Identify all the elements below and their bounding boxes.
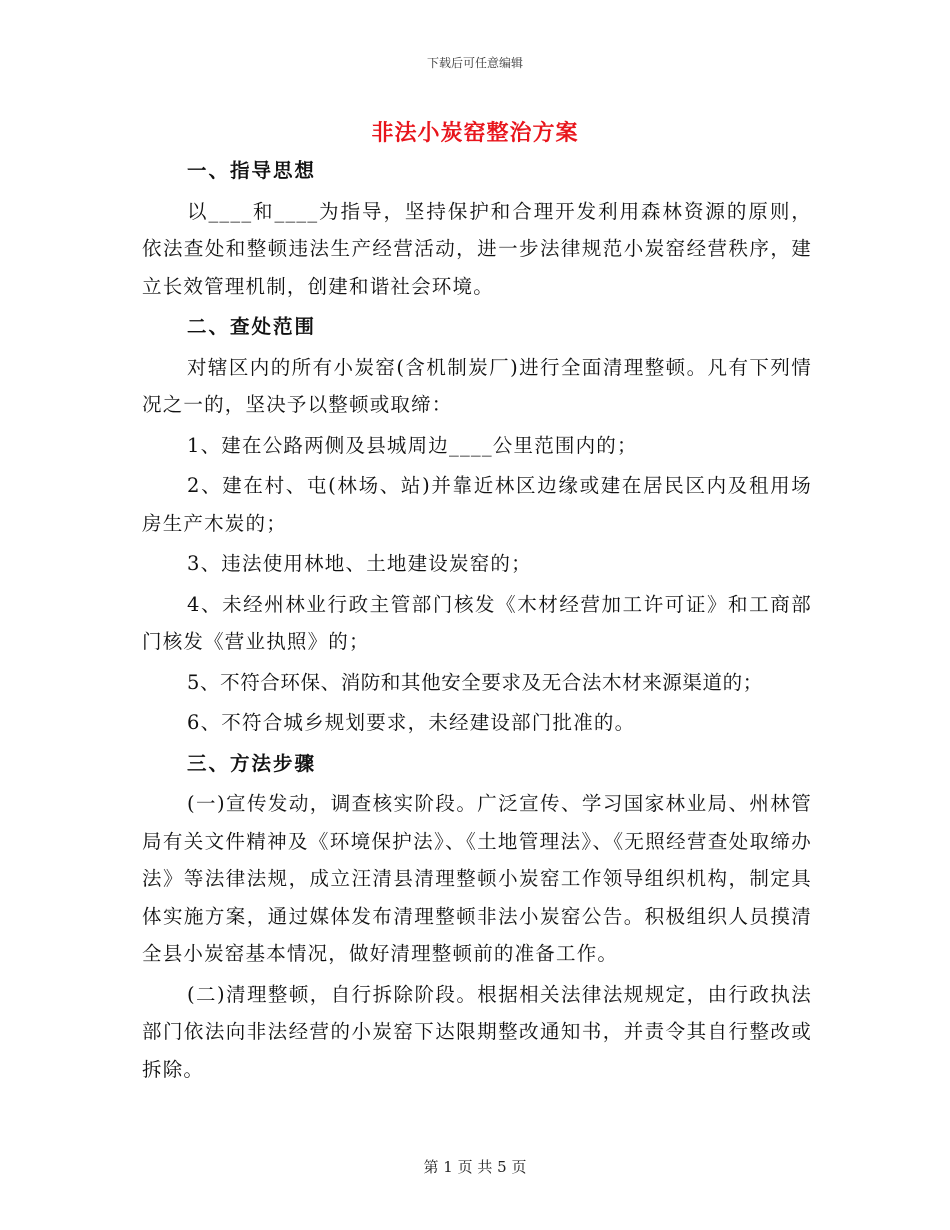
section-heading-scope: 二、查处范围 xyxy=(187,315,317,338)
section-heading-guiding-ideology: 一、指导思想 xyxy=(187,159,317,182)
header-note: 下载后可任意编辑 xyxy=(426,56,523,70)
paragraph-step-1: (一)宣传发动，调查核实阶段。广泛宣传、学习国家林业局、州林管局有关文件精神及《环境保护法》、《土地管理法》、《无照经营查处取缔办法》等法律法规，成立汪清县清理整顿小炭窑工作领导组织机构，制定具体实施方案，通过媒体发布清理整顿非法小炭窑公告。积极组织人员摸清全县小炭窑基本情况，做好清理整顿前的准备工作。 xyxy=(142,792,812,965)
page-number-footer: 第 1 页 共 5 页 xyxy=(423,1158,527,1176)
section-heading-methods: 三、方法步骤 xyxy=(187,751,317,775)
list-item-6: 6、不符合城乡规划要求，未经建设部门批准的。 xyxy=(187,711,636,734)
list-item-4: 4、未经州林业行政主管部门核发《木材经营加工许可证》和工商部门核发《营业执照》的； xyxy=(142,592,812,653)
document-title: 非法小炭窑整治方案 xyxy=(371,120,579,146)
list-item-2: 2、建在村、屯(林场、站)并靠近林区边缘或建在居民区内及租用场房生产木炭的； xyxy=(142,474,812,535)
list-item-3: 3、违法使用林地、土地建设炭窑的； xyxy=(187,552,532,575)
document-body xyxy=(142,152,812,1088)
paragraph-scope-intro: 对辖区内的所有小炭窑(含机制炭厂)进行全面清理整顿。凡有下列情况之一的，坚决予以整顿或取缔： xyxy=(142,355,812,416)
paragraph-guiding-ideology: 以____和____为指导，坚持保护和合理开发利用森林资源的原则，依法查处和整顿违法生产经营活动，进一步法律规范小炭窑经营秩序，建立长效管理机制，创建和谐社会环境。 xyxy=(142,199,812,298)
list-item-5: 5、不符合环保、消防和其他安全要求及无合法木材来源渠道的； xyxy=(187,670,763,694)
list-item-1: 1、建在公路两侧及县城周边____公里范围内的； xyxy=(187,433,638,457)
paragraph-step-2: (二)清理整顿，自行拆除阶段。根据相关法律法规规定，由行政执法部门依法向非法经营的小炭窑下达限期整改通知书，并责令其自行整改或拆除。 xyxy=(142,982,812,1081)
